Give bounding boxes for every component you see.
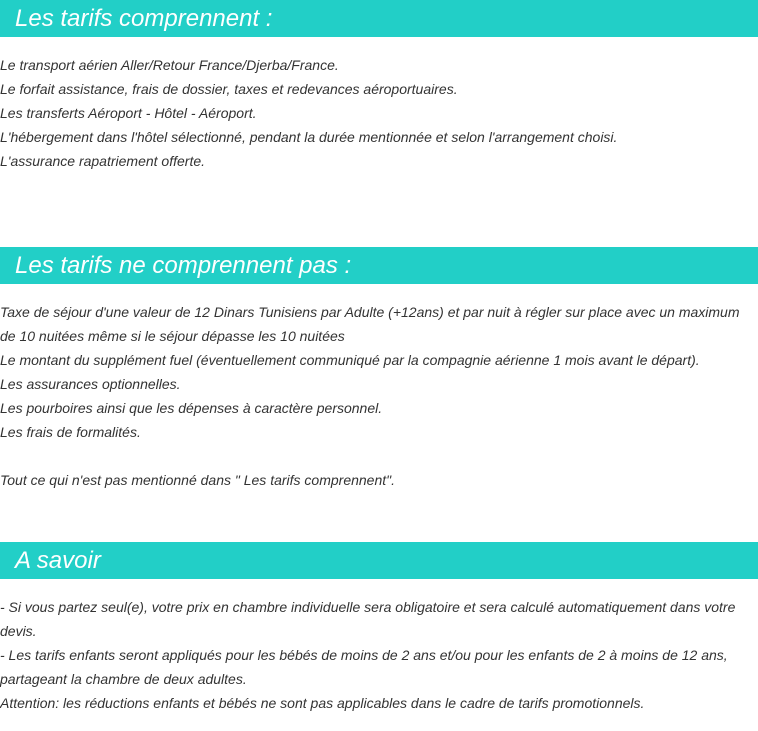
included-section-header: Les tarifs comprennent : (0, 0, 758, 37)
included-line: Le transport aérien Aller/Retour France/Djerba/France. (0, 57, 339, 73)
blank-line (0, 444, 756, 468)
excluded-section-body (0, 300, 756, 492)
excluded-line: Le montant du supplément fuel (éventuellement communiqué par la compagnie aérienne 1 mois avant le départ). (0, 352, 700, 368)
excluded-section-header: Les tarifs ne comprennent pas : (0, 247, 758, 284)
excluded-line: Les assurances optionnelles. (0, 376, 181, 392)
included-line: L'assurance rapatriement offerte. (0, 153, 206, 169)
excluded-line: Taxe de séjour d'une valeur de 12 Dinars Tunisiens par Adulte (+12ans) et par nuit à régler sur place avec un maximum de 10 nuitées même si le séjour dépasse les 10 nuitées (0, 304, 740, 344)
excluded-line: Les pourboires ainsi que les dépenses à caractère personnel. (0, 400, 383, 416)
info-line: - Si vous partez seul(e), votre prix en chambre individuelle sera obligatoire et sera calculé automatiquement dans votre devis. (0, 599, 736, 639)
included-line: L'hébergement dans l'hôtel sélectionné, pendant la durée mentionnée et selon l'arrangement choisi. (0, 129, 618, 145)
info-section-header: A savoir (0, 542, 758, 579)
included-line: Les transferts Aéroport - Hôtel - Aéroport. (0, 105, 257, 121)
info-line: Attention: les réductions enfants et bébés ne sont pas applicables dans le cadre de tarifs promotionnels. (0, 695, 645, 711)
included-section-body (0, 53, 756, 173)
included-line: Le forfait assistance, frais de dossier, taxes et redevances aéroportuaires. (0, 81, 458, 97)
excluded-line: Les frais de formalités. (0, 424, 141, 440)
excluded-line: Tout ce qui n'est pas mentionné dans " Les tarifs comprennent". (0, 472, 395, 488)
info-line: - Les tarifs enfants seront appliqués pour les bébés de moins de 2 ans et/ou pour les enfants de 2 à moins de 12 ans, partageant la chambre de deux adultes. (0, 647, 728, 687)
info-section-body (0, 595, 756, 715)
